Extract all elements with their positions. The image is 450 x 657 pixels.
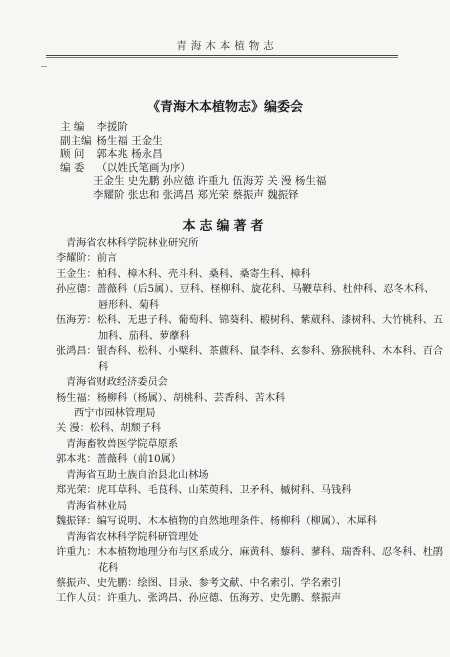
author-entry-continuation: 唇形科、菊科 (98, 299, 160, 311)
author-entry: 关 漫：松科、胡颓子科 (56, 423, 162, 435)
institution-heading: 青海省互助土族自治县北山林场 (66, 469, 209, 481)
authors-heading: 本志编著者 (182, 219, 268, 234)
institution-heading: 青海省林业局 (66, 500, 128, 512)
board-value: 杨生福 王金生 (96, 134, 163, 147)
author-entry: 杨生福：杨柳科（杨属）、胡桃科、芸香科、苦木科 (56, 392, 286, 404)
institution-heading: 青海省农林科学院林业研究所 (66, 238, 199, 249)
author-entry: 魏振铎：编写说明、木本植物的自然地理条件、杨柳科（柳属）、木犀科 (56, 516, 377, 528)
board-value: 李援阶 (96, 121, 128, 133)
author-entry: 张鸿昌：银杏科、松科、小檗科、茶藨科、鼠李科、玄参科、猕猴桃科、木本科、百合 (56, 346, 444, 358)
author-entry: 李耀阶：前言 (56, 253, 118, 265)
board-row-committee (60, 162, 326, 176)
institution-heading: 青海省财政经济委员会 (66, 377, 168, 389)
institution-heading: 青海省农林科学院科研管理处 (66, 531, 199, 543)
board-label: 编 委 (60, 161, 85, 174)
margin-mark (41, 66, 47, 67)
author-entry: 郭本兆：蔷薇科（前10属） (56, 454, 182, 466)
committee-names-line: 李耀阶 张忠和 张鸿昌 郑光荣 蔡振声 魏振铎 (93, 188, 299, 201)
author-entry: 工作人员：许重九、张鸿昌、孙应德、伍海芳、史先鹏、蔡振声 (56, 593, 342, 605)
header-rule (46, 55, 398, 56)
header-rule-thin (46, 57, 398, 58)
committee-names-line: 王金生 史先鹏 孙应德 许重九 伍海芳 关 漫 杨生福 (93, 175, 327, 188)
author-entry: 伍海芳：松科、无患子科、葡萄科、锦葵科、椴树科、紫葳科、漆树科、大竹桃科、五 (56, 315, 444, 327)
board-label: 主 编 (60, 121, 85, 133)
author-entry: 孙应德：蔷薇科（后5属）、豆科、柽柳科、旋花科、马鞭草科、杜仲科、忍冬木科、 (56, 284, 435, 296)
institution-heading: 西宁市园林管理局 (74, 407, 156, 419)
board-row-deputy-editor (60, 135, 326, 149)
author-entry: 蔡振声、史先鹏：绘图、目录、参考文献、中名索引、学名索引 (56, 577, 342, 589)
author-entry: 王金生：柏科、樟木科、壳斗科、桑科、桑寄生科、樟科 (56, 268, 311, 280)
board-label: 副主编 (60, 134, 92, 147)
board-row-advisor (60, 148, 326, 162)
running-head: 青海木本植物志 (176, 40, 278, 52)
board-value: （以姓氏笔画为序） (96, 161, 191, 174)
editorial-board-list (60, 121, 326, 203)
author-entry: 许重九：木本植物地理分布与区系成分、麻黄科、藜科、蓼科、瑞香科、忍冬科、杜鹃 (56, 547, 444, 559)
author-entry: 郑光荣：虎耳草科、毛茛科、山茱萸科、卫矛科、槭树科、马钱科 (56, 485, 352, 497)
author-entry-continuation: 花科 (98, 562, 119, 574)
authors-list (56, 236, 444, 607)
author-entry-continuation: 加科、茄科、萝藦科 (98, 330, 190, 342)
board-row-chief-editor (60, 121, 326, 135)
institution-heading: 青海畜牧兽医学院草原系 (66, 438, 179, 450)
board-value: 郭本兆 杨永昌 (96, 148, 163, 161)
author-entry-continuation: 科 (98, 361, 109, 373)
board-label: 顾 问 (60, 148, 85, 161)
editorial-board-title: 《青海木本植物志》编委会 (146, 100, 303, 115)
